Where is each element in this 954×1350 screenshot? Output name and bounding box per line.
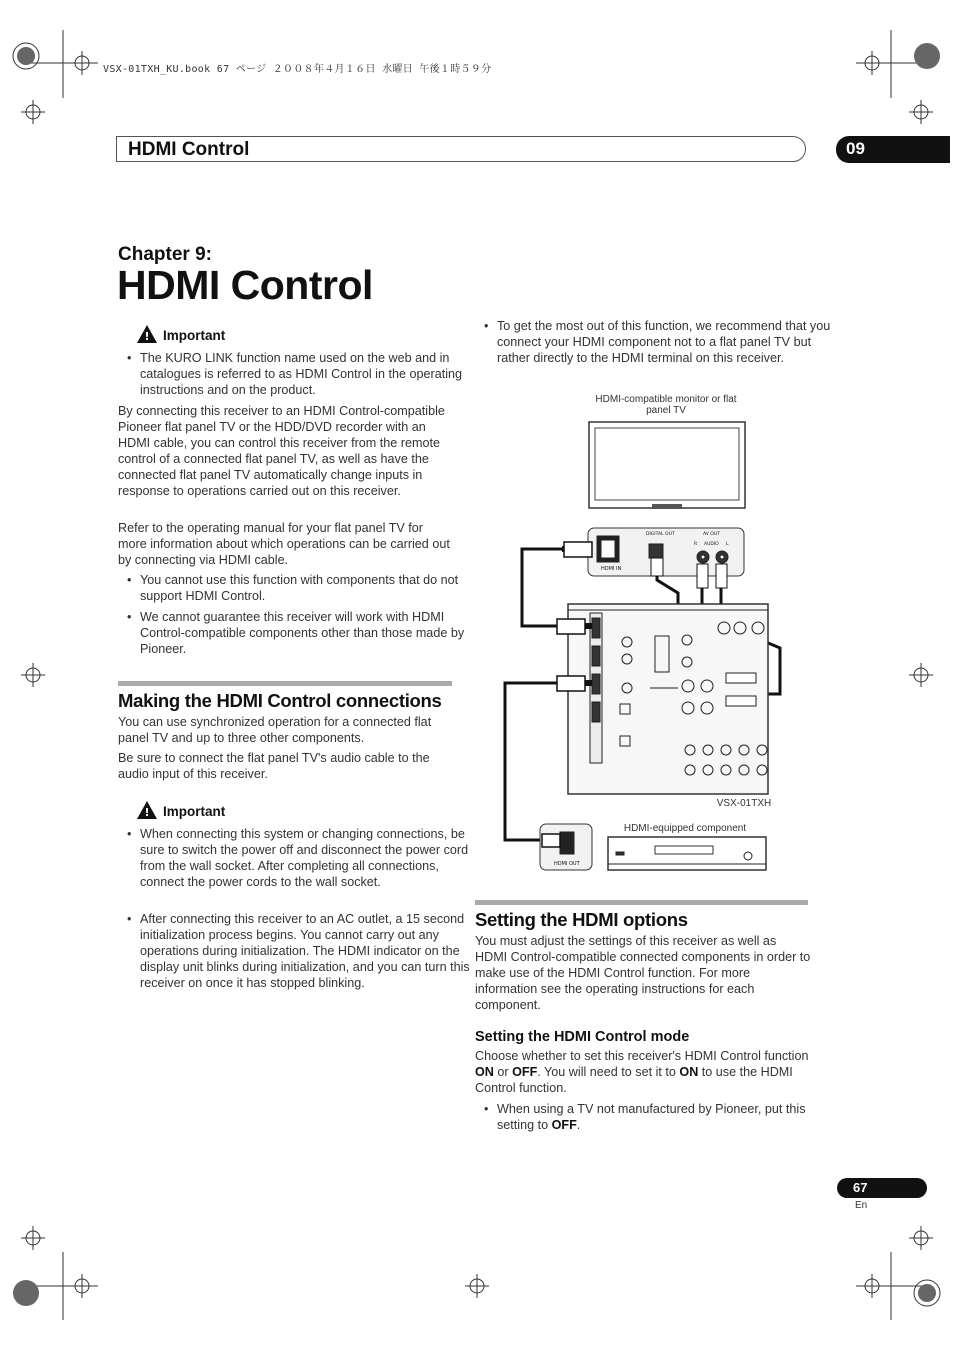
- component-label: HDMI-equipped component: [623, 823, 747, 834]
- connections-paragraph: You can use synchronized operation for a connected flat panel TV and up to three other components.: [118, 715, 432, 745]
- important-bullet: • The KURO LINK function name used on the web and in catalogues is referred to as HDMI Control in the operating instructions and on the product.: [118, 350, 475, 398]
- important-bullet: • After connecting this receiver to an AC outlet, a 15 second initialization process begins. You cannot carry out any operations during initialization. The HDMI indicator on the display unit blinks during initialization, and you can turn this receiver on once it has stopped blinking.: [118, 911, 475, 991]
- recommendation-bullet: • To get the most out of this function, we recommend that you connect your HDMI component not to a flat panel TV but rather directly to the HDMI terminal on this receiver.: [475, 318, 832, 366]
- mode-heading: Setting the HDMI Control mode: [475, 1029, 690, 1045]
- tv-digital-out-label: DIGITAL OUT: [646, 532, 675, 537]
- connection-diagram: [500, 418, 800, 878]
- page-number-badge: [837, 1178, 927, 1198]
- page-number: 67: [853, 1180, 868, 1195]
- mode-bullet: • When using a TV not manufactured by Pioneer, put this setting to OFF.: [475, 1101, 832, 1133]
- intro-bullet: • We cannot guarantee this receiver will work with HDMI Control-compatible components other than those made by Pioneer.: [118, 609, 475, 657]
- connections-heading: Making the HDMI Control connections: [118, 690, 442, 711]
- tv-l-label: L: [726, 542, 729, 547]
- tv-av-out-label: AV OUT: [703, 532, 720, 537]
- page-title: HDMI Control: [117, 262, 373, 308]
- important-warning-icon: [136, 324, 158, 344]
- tv-r-label: R: [694, 542, 698, 547]
- section-header-title: HDMI Control: [128, 139, 250, 160]
- section-header-bar: [116, 136, 806, 162]
- important-heading: Important: [163, 328, 226, 343]
- tv-label: HDMI-compatible monitor or flat panel TV: [595, 394, 737, 416]
- tv-audio-label: AUDIO: [704, 542, 719, 547]
- important-bullet: • When connecting this system or changing connections, be sure to switch the power off and disconnect the power cord from the wall socket. After completing all connections, connect the power cords to the wall socket.: [118, 826, 475, 890]
- important-warning-icon: [136, 800, 158, 820]
- tv-hdmi-in-label: HDMI IN: [601, 566, 622, 572]
- language-label: En: [855, 1200, 868, 1211]
- chapter-label: Chapter 9:: [118, 244, 212, 265]
- intro-paragraph: By connecting this receiver to an HDMI Control-compatible Pioneer flat panel TV or the HDD/DVD recorder with an HDMI cable, you can control this receiver from the remote control of a connected flat panel TV, as well as have the connected flat panel TV automatically change inputs in response to operations carried out on this receiver.: [118, 404, 445, 498]
- important-heading: Important: [163, 804, 226, 819]
- print-info-line: VSX-01TXH_KU.book 67 ページ ２００８年４月１６日 水曜日 午後１時５９分: [103, 64, 492, 75]
- chapter-number-tab: [836, 136, 950, 163]
- options-paragraph: You must adjust the settings of this receiver as well as HDMI Control-compatible connected components in order to make use of the HDMI Control function. For more information see the operating instructions for each component.: [475, 934, 811, 1012]
- connections-paragraph: Be sure to connect the flat panel TV's audio cable to the audio input of this receiver.: [118, 751, 430, 781]
- svg-text:!: !: [144, 330, 150, 343]
- section-divider: [475, 900, 808, 905]
- chapter-number: 09: [846, 139, 865, 158]
- svg-text:!: !: [144, 806, 150, 819]
- intro-bullet: • You cannot use this function with components that do not support HDMI Control.: [118, 572, 475, 604]
- section-divider: [118, 681, 452, 686]
- options-heading: Setting the HDMI options: [475, 909, 688, 930]
- receiver-label: VSX-01TXH: [716, 798, 772, 809]
- intro-paragraph: Refer to the operating manual for your flat panel TV for more information about which operations can be carried out by connecting via HDMI cable.: [118, 521, 450, 567]
- mode-paragraph: Choose whether to set this receiver's HDMI Control function ON or OFF. You will need to set it to ON to use the HDMI Control function.: [475, 1049, 809, 1095]
- component-hdmi-out-label: HDMI OUT: [554, 861, 580, 867]
